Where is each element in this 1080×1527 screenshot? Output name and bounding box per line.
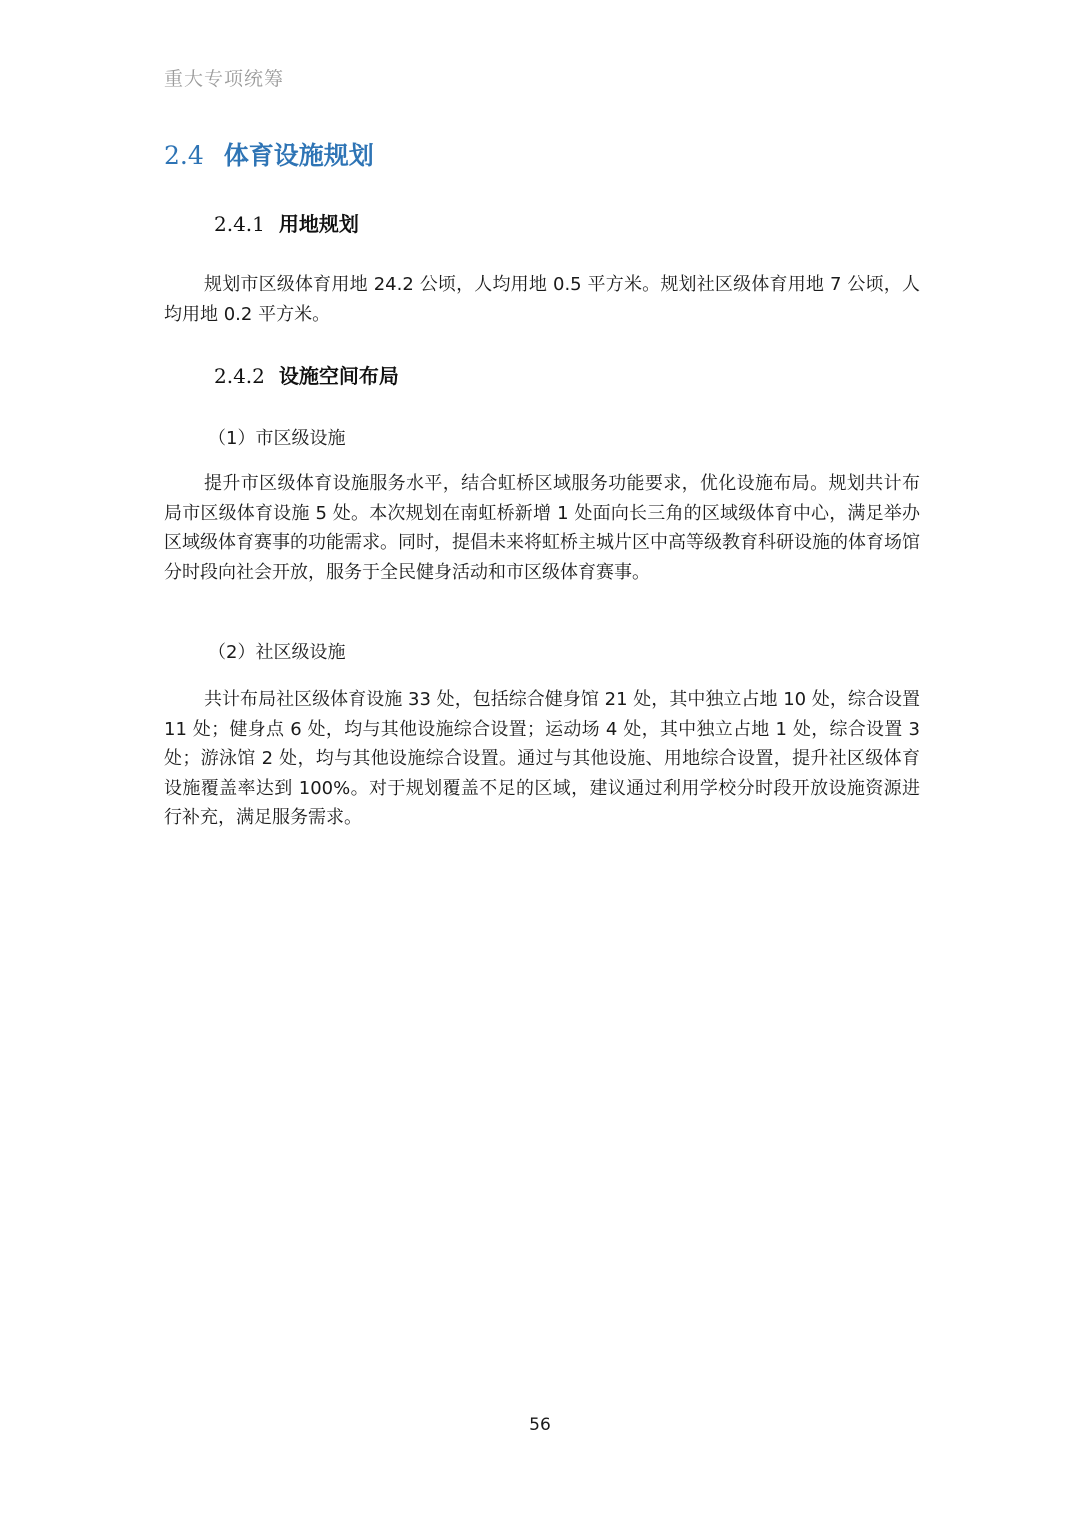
land-use-paragraph: 规划市区级体育用地 24.2 公顷，人均用地 0.5 平方米。规划社区级体育用地 7 公顷，人均用地 0.2 平方米。 <box>164 274 920 325</box>
subsection-title: 用地规划 <box>278 212 359 236</box>
community-level-label: （2）社区级设施 <box>208 642 346 663</box>
subsection-title: 设施空间布局 <box>278 364 399 388</box>
city-district-level-label: （1）市区级设施 <box>208 428 346 449</box>
community-level-paragraph: 共计布局社区级体育设施 33 处，包括综合健身馆 21 处，其中独立占地 10 处，综合设置 11 处；健身点 6 处，均与其他设施综合设置；运动场 4 处，其中独立占地 1 处，综合设置 3 处；游泳馆 2 处，均与其他设施综合设置。通过与其他设施、用地综合设置，提升社区级体育设施覆盖率达到 100%。对于规划覆盖不足的区域，建议通过利用学校分时段开放设施资源进行补充，满足服务需求。 <box>164 689 920 828</box>
running-header: 重大专项统筹 <box>164 68 285 90</box>
subsection-number: 2.4.2 <box>214 364 265 388</box>
subsection-heading-land-use <box>214 208 359 237</box>
city-district-level-paragraph: 提升市区级体育设施服务水平，结合虹桥区域服务功能要求，优化设施布局。规划共计布局市区级体育设施 5 处。本次规划在南虹桥新增 1 处面向长三角的区域级体育中心，满足举办区域级体育赛事的功能需求。同时，提倡未来将虹桥主城片区中高等级教育科研设施的体育场馆分时段向社会开放，服务于全民健身活动和市区级体育赛事。 <box>164 473 920 583</box>
page-number: 56 <box>529 1415 551 1435</box>
section-number: 2.4 <box>164 141 204 170</box>
section-title: 体育设施规划 <box>223 141 374 170</box>
subsection-number: 2.4.1 <box>214 212 265 236</box>
section-heading <box>164 136 374 172</box>
subsection-heading-layout <box>214 360 399 389</box>
